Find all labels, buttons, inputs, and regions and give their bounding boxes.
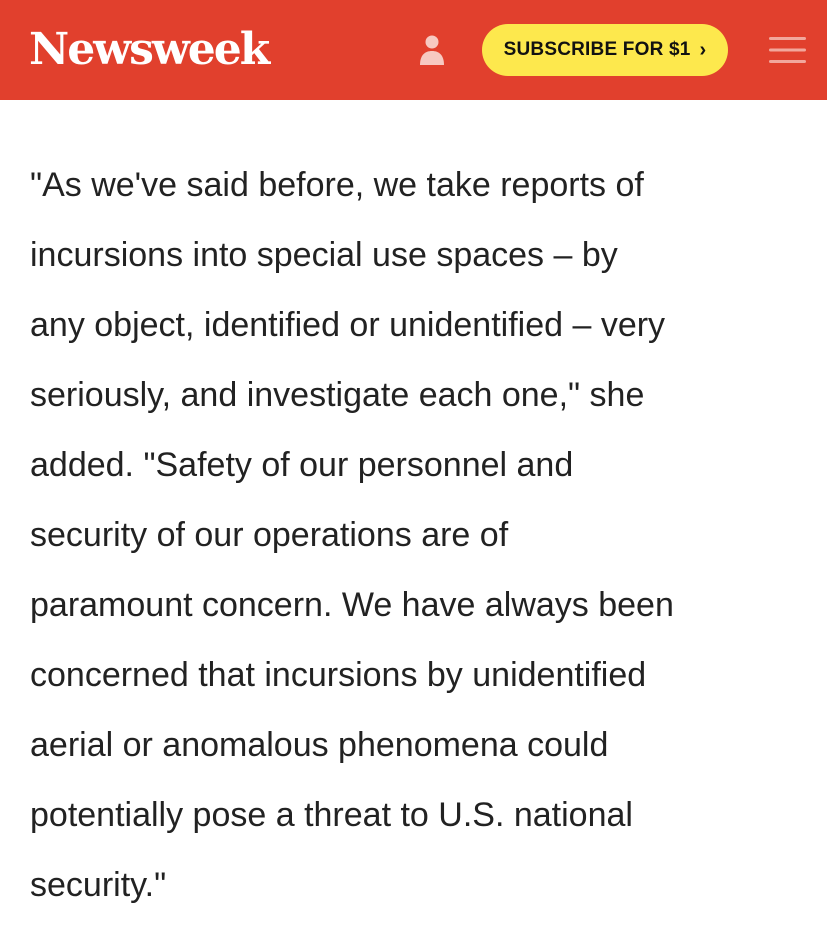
- article-paragraph: [30, 150, 810, 920]
- article-line: aerial or anomalous phenomena could: [30, 726, 609, 764]
- hamburger-menu-icon[interactable]: [769, 36, 806, 64]
- article-line: paramount concern. We have always been: [30, 586, 674, 624]
- site-header: [0, 0, 827, 100]
- chevron-right-icon: ›: [699, 39, 707, 61]
- article-line: any object, identified or unidentified – very: [30, 306, 666, 344]
- article-line: concerned that incursions by unidentified: [30, 656, 647, 694]
- article-line: "As we've said before, we take reports of: [30, 166, 644, 204]
- article-line: security of our operations are of: [30, 516, 509, 554]
- article-line: potentially pose a threat to U.S. national: [30, 796, 633, 834]
- newsweek-logo[interactable]: Newsweek: [29, 24, 269, 75]
- user-icon[interactable]: [415, 33, 449, 67]
- article-line: added. "Safety of our personnel and: [30, 446, 574, 484]
- article-line: incursions into special use spaces – by: [30, 236, 618, 274]
- article-line: security.": [30, 866, 167, 904]
- subscribe-button[interactable]: [482, 24, 728, 76]
- subscribe-button-label: SUBSCRIBE FOR $1: [503, 39, 691, 60]
- article-line: seriously, and investigate each one," she: [30, 376, 645, 414]
